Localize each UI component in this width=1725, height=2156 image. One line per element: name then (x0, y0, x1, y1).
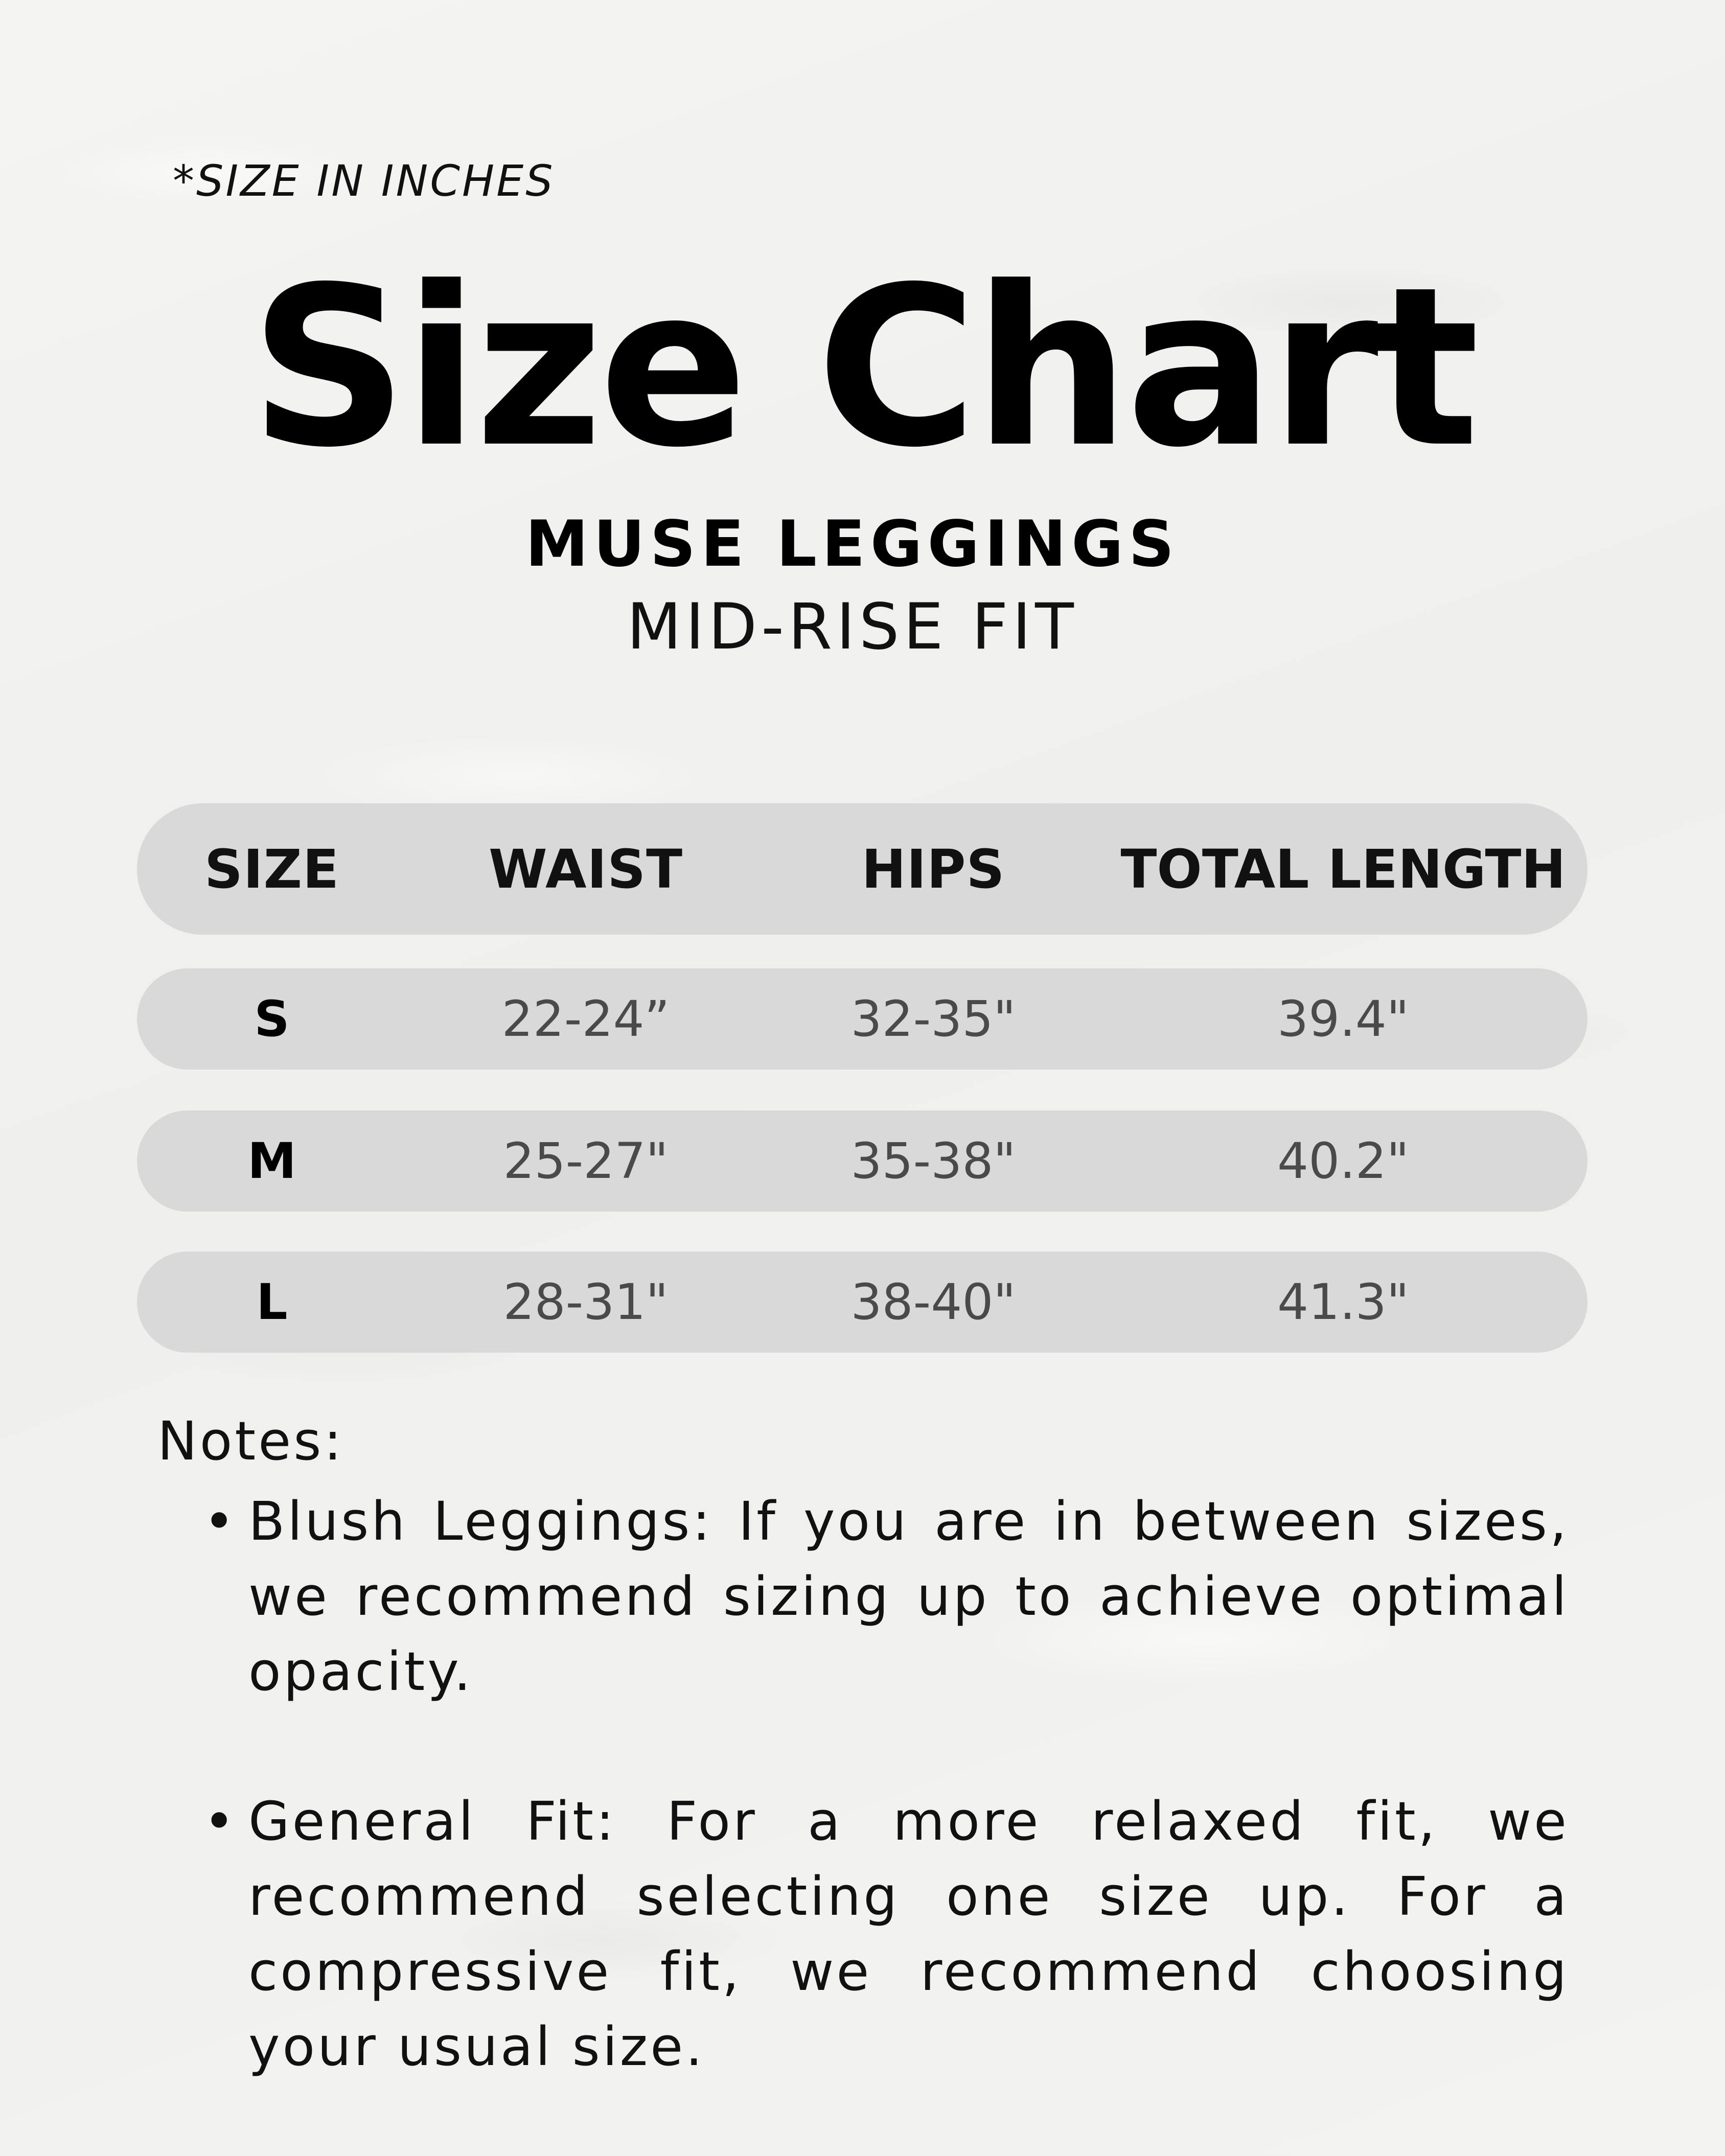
fit-subtitle: MID-RISE FIT (627, 590, 1078, 664)
waist-cell: 28-31" (503, 1273, 669, 1331)
bullet-dot-icon: • (203, 1790, 238, 1852)
notes-heading: Notes: (157, 1410, 344, 1472)
note-item (203, 1784, 1569, 2084)
hips-cell: 35-38" (850, 1132, 1016, 1190)
total-length-cell: 40.2" (1277, 1132, 1409, 1190)
product-name: MUSE LEGGINGS (525, 507, 1180, 581)
size-cell: L (256, 1273, 288, 1331)
waist-cell: 22-24” (501, 990, 670, 1048)
table-header-row (137, 803, 1588, 935)
size-cell: M (247, 1132, 296, 1190)
header-size: SIZE (204, 838, 340, 900)
note-item (203, 1484, 1569, 1709)
page-title: Size Chart (249, 240, 1476, 496)
size-unit-note: *SIZE IN INCHES (173, 156, 555, 206)
total-length-cell: 41.3" (1277, 1273, 1409, 1331)
total-length-cell: 39.4" (1277, 990, 1409, 1048)
table-row (137, 1251, 1588, 1353)
table-row (137, 1110, 1588, 1212)
header-waist: WAIST (488, 838, 683, 900)
table-row (137, 968, 1588, 1070)
bullet-dot-icon: • (203, 1490, 238, 1552)
size-cell: S (254, 990, 290, 1048)
note-text: Blush Leggings: If you are in between sizes, we recommend sizing up to achieve optimal opacity. (248, 1490, 1569, 1703)
waist-cell: 25-27" (503, 1132, 669, 1190)
header-total-length: TOTAL LENGTH (1120, 838, 1566, 900)
header-hips: HIPS (861, 838, 1005, 900)
note-text: General Fit: For a more relaxed fit, we recommend selecting one size up. For a compressive fit, we recommend choosing your usual size. (248, 1790, 1569, 2078)
hips-cell: 38-40" (850, 1273, 1016, 1331)
hips-cell: 32-35" (850, 990, 1016, 1048)
